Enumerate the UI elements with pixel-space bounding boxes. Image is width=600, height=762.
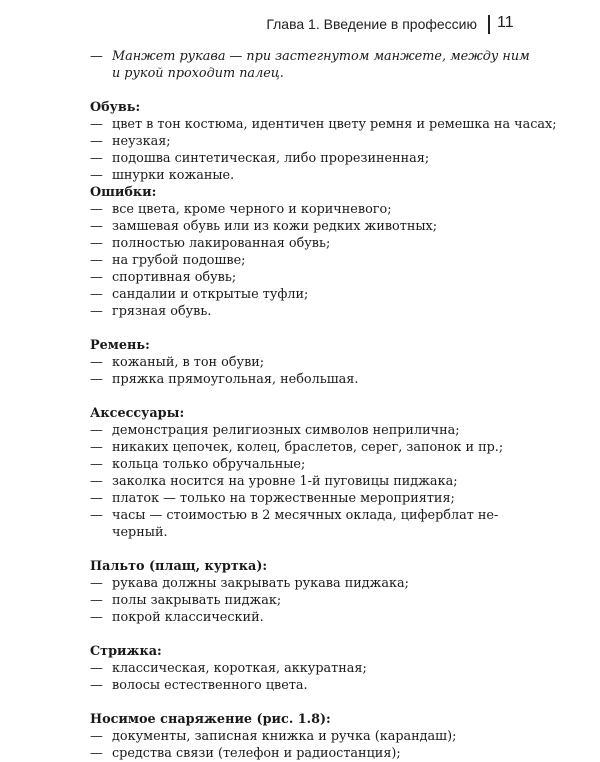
list-item-text: заколка носится на уровне 1-й пуговицы пиджака; <box>112 474 458 489</box>
section-heading-accessories: Аксессуары: <box>90 406 185 421</box>
list-item <box>90 218 502 235</box>
list-dash: — <box>90 457 103 472</box>
list-item <box>90 592 502 609</box>
list-item <box>90 507 502 524</box>
list-item-text: никаких цепочек, колец, браслетов, серег, запонок и пр.; <box>112 440 504 455</box>
list-item-text: демонстрация религиозных символов неприлична; <box>112 423 460 438</box>
page-body <box>90 48 557 762</box>
list-item <box>90 167 502 184</box>
list-item-text: спортивная обувь; <box>112 270 237 285</box>
list-dash: — <box>90 423 103 438</box>
list-dash: — <box>90 304 103 319</box>
intro-text: Манжет рукава — при застегнутом манжете, между ним <box>112 49 530 64</box>
list-item <box>90 677 502 694</box>
list-dash: — <box>90 491 103 506</box>
list-item-text: на грубой подошве; <box>112 253 246 268</box>
section-heading-coat: Пальто (плащ, куртка): <box>90 559 268 574</box>
list-item-text: неузкая; <box>112 134 171 149</box>
list-dash: — <box>90 355 103 370</box>
list-dash: — <box>90 661 103 676</box>
list-item <box>90 371 502 388</box>
list-item <box>90 728 502 745</box>
list-dash: — <box>90 593 103 608</box>
section-heading-belt: Ремень: <box>90 338 150 353</box>
list-dash: — <box>90 287 103 302</box>
list-item-text: полностью лакированная обувь; <box>112 236 331 251</box>
list-item <box>90 575 502 592</box>
list-dash: — <box>90 474 103 489</box>
list-dash: — <box>90 678 103 693</box>
section-heading-haircut: Стрижка: <box>90 644 162 659</box>
list-dash: — <box>90 134 103 149</box>
list-item-text: все цвета, кроме черного и коричневого; <box>112 202 392 217</box>
running-head: Глава 1. Введение в профессию <box>266 16 477 32</box>
section-heading-mistakes: Ошибки: <box>90 185 157 200</box>
list-dash: — <box>90 508 103 523</box>
list-item-text: черный. <box>112 525 168 540</box>
list-item-text: кожаный, в тон обуви; <box>112 355 265 370</box>
list-dash: — <box>90 372 103 387</box>
list-item <box>90 116 557 133</box>
list-item-text: классическая, короткая, аккуратная; <box>112 661 367 676</box>
list-item-text: покрой классический. <box>112 610 264 625</box>
list-item <box>90 303 502 320</box>
list-item-text: часы — стоимостью в 2 месячных оклада, циферблат не- <box>112 508 499 523</box>
list-dash: — <box>90 253 103 268</box>
list-item <box>90 150 502 167</box>
list-item-text: платок — только на торжественные мероприятия; <box>112 491 455 506</box>
list-dash: — <box>90 117 103 132</box>
header-divider <box>488 15 490 34</box>
list-dash: — <box>90 746 103 761</box>
list-item-text: документы, записная книжка и ручка (карандаш); <box>112 729 457 744</box>
list-item <box>90 609 502 626</box>
list-item-text: кольца только обручальные; <box>112 457 306 472</box>
list-item <box>90 456 502 473</box>
page-number: 11 <box>497 14 514 31</box>
list-item <box>90 235 502 252</box>
intro-line <box>90 48 530 65</box>
list-dash: — <box>90 151 103 166</box>
list-dash: — <box>90 168 103 183</box>
list-item-text: сандалии и открытые туфли; <box>112 287 309 302</box>
list-item-text: подошва синтетическая, либо прорезиненная; <box>112 151 430 166</box>
list-dash: — <box>90 440 103 455</box>
list-item <box>90 422 502 439</box>
list-item-text: шнурки кожаные. <box>112 168 235 183</box>
list-item <box>90 201 502 218</box>
list-dash: — <box>90 49 103 64</box>
list-dash: — <box>90 270 103 285</box>
intro-line <box>90 65 502 82</box>
list-item-text: полы закрывать пиджак; <box>112 593 282 608</box>
list-item <box>90 490 502 507</box>
list-dash: — <box>90 729 103 744</box>
list-dash: — <box>90 610 103 625</box>
section-heading-gear: Носимое снаряжение (рис. 1.8): <box>90 712 331 727</box>
list-item-continuation <box>90 524 502 541</box>
list-item-text: пряжка прямоугольная, небольшая. <box>112 372 359 387</box>
list-item <box>90 252 502 269</box>
list-dash: — <box>90 202 103 217</box>
list-dash: — <box>90 236 103 251</box>
list-item-text: грязная обувь. <box>112 304 212 319</box>
list-item-text: рукава должны закрывать рукава пиджака; <box>112 576 409 591</box>
list-item <box>90 439 502 456</box>
list-item-text: цвет в тон костюма, идентичен цвету ремня и ремешка на часах; <box>112 117 557 132</box>
list-item-text: средства связи (телефон и радиостанция); <box>112 746 401 761</box>
list-item <box>90 473 502 490</box>
list-item <box>90 745 502 762</box>
list-item <box>90 133 502 150</box>
list-item <box>90 286 502 303</box>
list-dash: — <box>90 219 103 234</box>
list-item <box>90 660 502 677</box>
list-item <box>90 269 502 286</box>
list-item-text: волосы естественного цвета. <box>112 678 308 693</box>
list-item-text: замшевая обувь или из кожи редких животных; <box>112 219 438 234</box>
list-dash: — <box>90 576 103 591</box>
list-item <box>90 354 502 371</box>
section-heading-shoes: Обувь: <box>90 100 141 115</box>
intro-text: и рукой проходит палец. <box>112 66 284 81</box>
